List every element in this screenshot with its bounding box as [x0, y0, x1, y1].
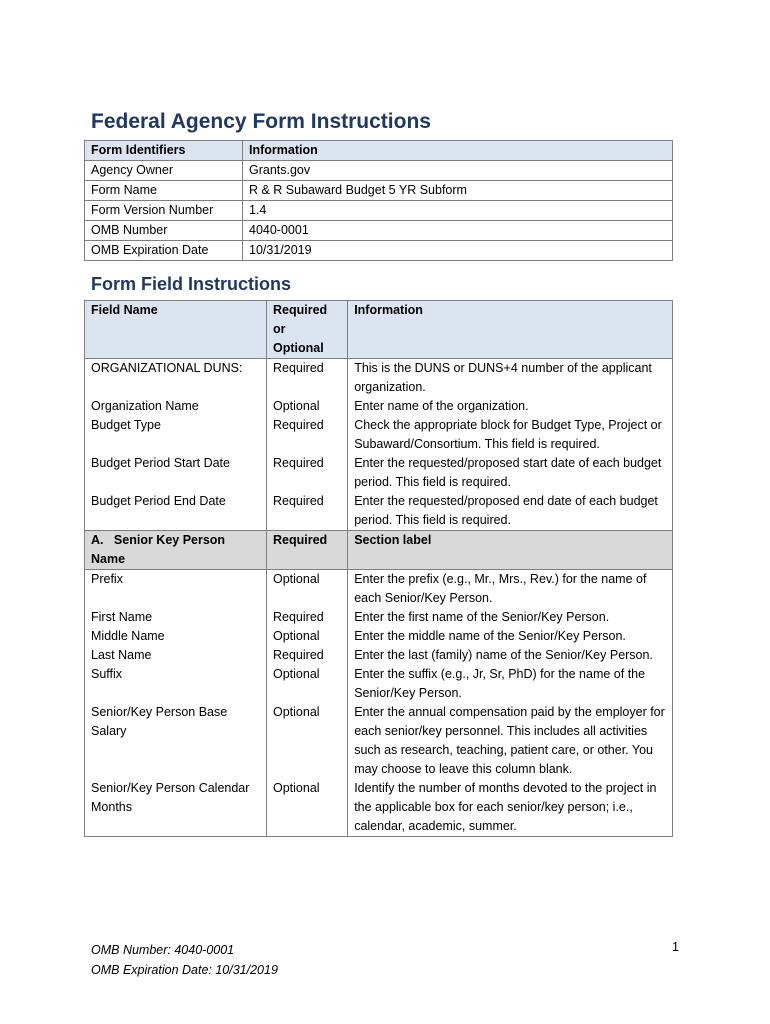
requirement-cell: Required — [267, 646, 348, 665]
table-row — [85, 454, 673, 492]
field-name-cell: Budget Period End Date — [85, 492, 267, 531]
footer-omb-expiration: OMB Expiration Date: 10/31/2019 — [91, 963, 278, 977]
table-row — [85, 161, 673, 181]
field-name-cell: Last Name — [85, 646, 267, 665]
label-cell: Form Name — [85, 181, 243, 201]
field-name-cell: Senior/Key Person Base Salary — [85, 703, 267, 779]
section-title: Form Field Instructions — [91, 274, 292, 294]
information-cell: Check the appropriate block for Budget Type, Project or Subaward/Consortium. This field is required. — [348, 416, 673, 454]
information-cell: Enter the requested/proposed end date of each budget period. This field is required. — [348, 492, 673, 531]
field-name-cell: Prefix — [85, 570, 267, 609]
header-cell: Required or Optional — [267, 301, 348, 359]
requirement-cell: Optional — [267, 570, 348, 609]
form-identifiers-table — [84, 140, 673, 261]
field-name-cell: Organization Name — [85, 397, 267, 416]
table-row — [85, 359, 673, 398]
table-row — [85, 570, 673, 609]
table-row — [85, 492, 673, 531]
label-cell: OMB Expiration Date — [85, 241, 243, 261]
label-cell: OMB Number — [85, 221, 243, 241]
footer-omb-number: OMB Number: 4040-0001 — [91, 943, 235, 957]
requirement-cell: Required — [267, 531, 348, 570]
requirement-cell: Optional — [267, 779, 348, 837]
information-cell: Enter the last (family) name of the Senior/Key Person. — [348, 646, 673, 665]
table-row — [85, 201, 673, 221]
page-number: 1 — [672, 940, 679, 954]
table-row — [85, 416, 673, 454]
requirement-cell: Required — [267, 416, 348, 454]
requirement-cell: Required — [267, 359, 348, 398]
information-cell: Enter the suffix (e.g., Jr, Sr, PhD) for the name of the Senior/Key Person. — [348, 665, 673, 703]
field-name-cell: ORGANIZATIONAL DUNS: — [85, 359, 267, 398]
information-cell: Enter name of the organization. — [348, 397, 673, 416]
table-header-row — [85, 301, 673, 359]
section-label-row — [85, 531, 673, 570]
header-cell: Form Identifiers — [85, 141, 243, 161]
value-cell: 10/31/2019 — [243, 241, 673, 261]
field-name-cell: Senior/Key Person Calendar Months — [85, 779, 267, 837]
information-cell: Enter the prefix (e.g., Mr., Mrs., Rev.) for the name of each Senior/Key Person. — [348, 570, 673, 609]
value-cell: R & R Subaward Budget 5 YR Subform — [243, 181, 673, 201]
label-cell: Form Version Number — [85, 201, 243, 221]
table-row — [85, 397, 673, 416]
information-cell: This is the DUNS or DUNS+4 number of the applicant organization. — [348, 359, 673, 398]
page-footer — [91, 940, 278, 980]
field-name-cell: Suffix — [85, 665, 267, 703]
information-cell: Enter the requested/proposed start date of each budget period. This field is required. — [348, 454, 673, 492]
information-cell: Enter the annual compensation paid by the employer for each senior/key personnel. This includes all activities such as research, teaching, patient care, or other. You may choose to leave this column blank. — [348, 703, 673, 779]
field-name-cell: First Name — [85, 608, 267, 627]
header-cell: Information — [243, 141, 673, 161]
table-row — [85, 703, 673, 779]
information-cell: Enter the middle name of the Senior/Key Person. — [348, 627, 673, 646]
value-cell: Grants.gov — [243, 161, 673, 181]
table-row — [85, 221, 673, 241]
requirement-cell: Optional — [267, 665, 348, 703]
table-row — [85, 779, 673, 837]
value-cell: 1.4 — [243, 201, 673, 221]
table-row — [85, 646, 673, 665]
header-cell: Field Name — [85, 301, 267, 359]
header-cell: Information — [348, 301, 673, 359]
field-name-cell: Middle Name — [85, 627, 267, 646]
table-row — [85, 608, 673, 627]
information-cell: Enter the first name of the Senior/Key Person. — [348, 608, 673, 627]
requirement-cell: Required — [267, 454, 348, 492]
requirement-cell: Optional — [267, 627, 348, 646]
field-name-cell: Budget Type — [85, 416, 267, 454]
table-row — [85, 665, 673, 703]
information-cell: Section label — [348, 531, 673, 570]
requirement-cell: Required — [267, 608, 348, 627]
field-name-cell: Budget Period Start Date — [85, 454, 267, 492]
requirement-cell: Optional — [267, 703, 348, 779]
form-field-instructions-table — [84, 300, 673, 837]
table-row — [85, 627, 673, 646]
table-row — [85, 181, 673, 201]
value-cell: 4040-0001 — [243, 221, 673, 241]
label-cell: Agency Owner — [85, 161, 243, 181]
field-name-cell: A. Senior Key Person Name — [85, 531, 267, 570]
table-row — [85, 241, 673, 261]
information-cell: Identify the number of months devoted to the project in the applicable box for each senior/key person; i.e., calendar, academic, summer. — [348, 779, 673, 837]
page-title: Federal Agency Form Instructions — [91, 110, 431, 133]
table-header-row — [85, 141, 673, 161]
requirement-cell: Optional — [267, 397, 348, 416]
requirement-cell: Required — [267, 492, 348, 531]
